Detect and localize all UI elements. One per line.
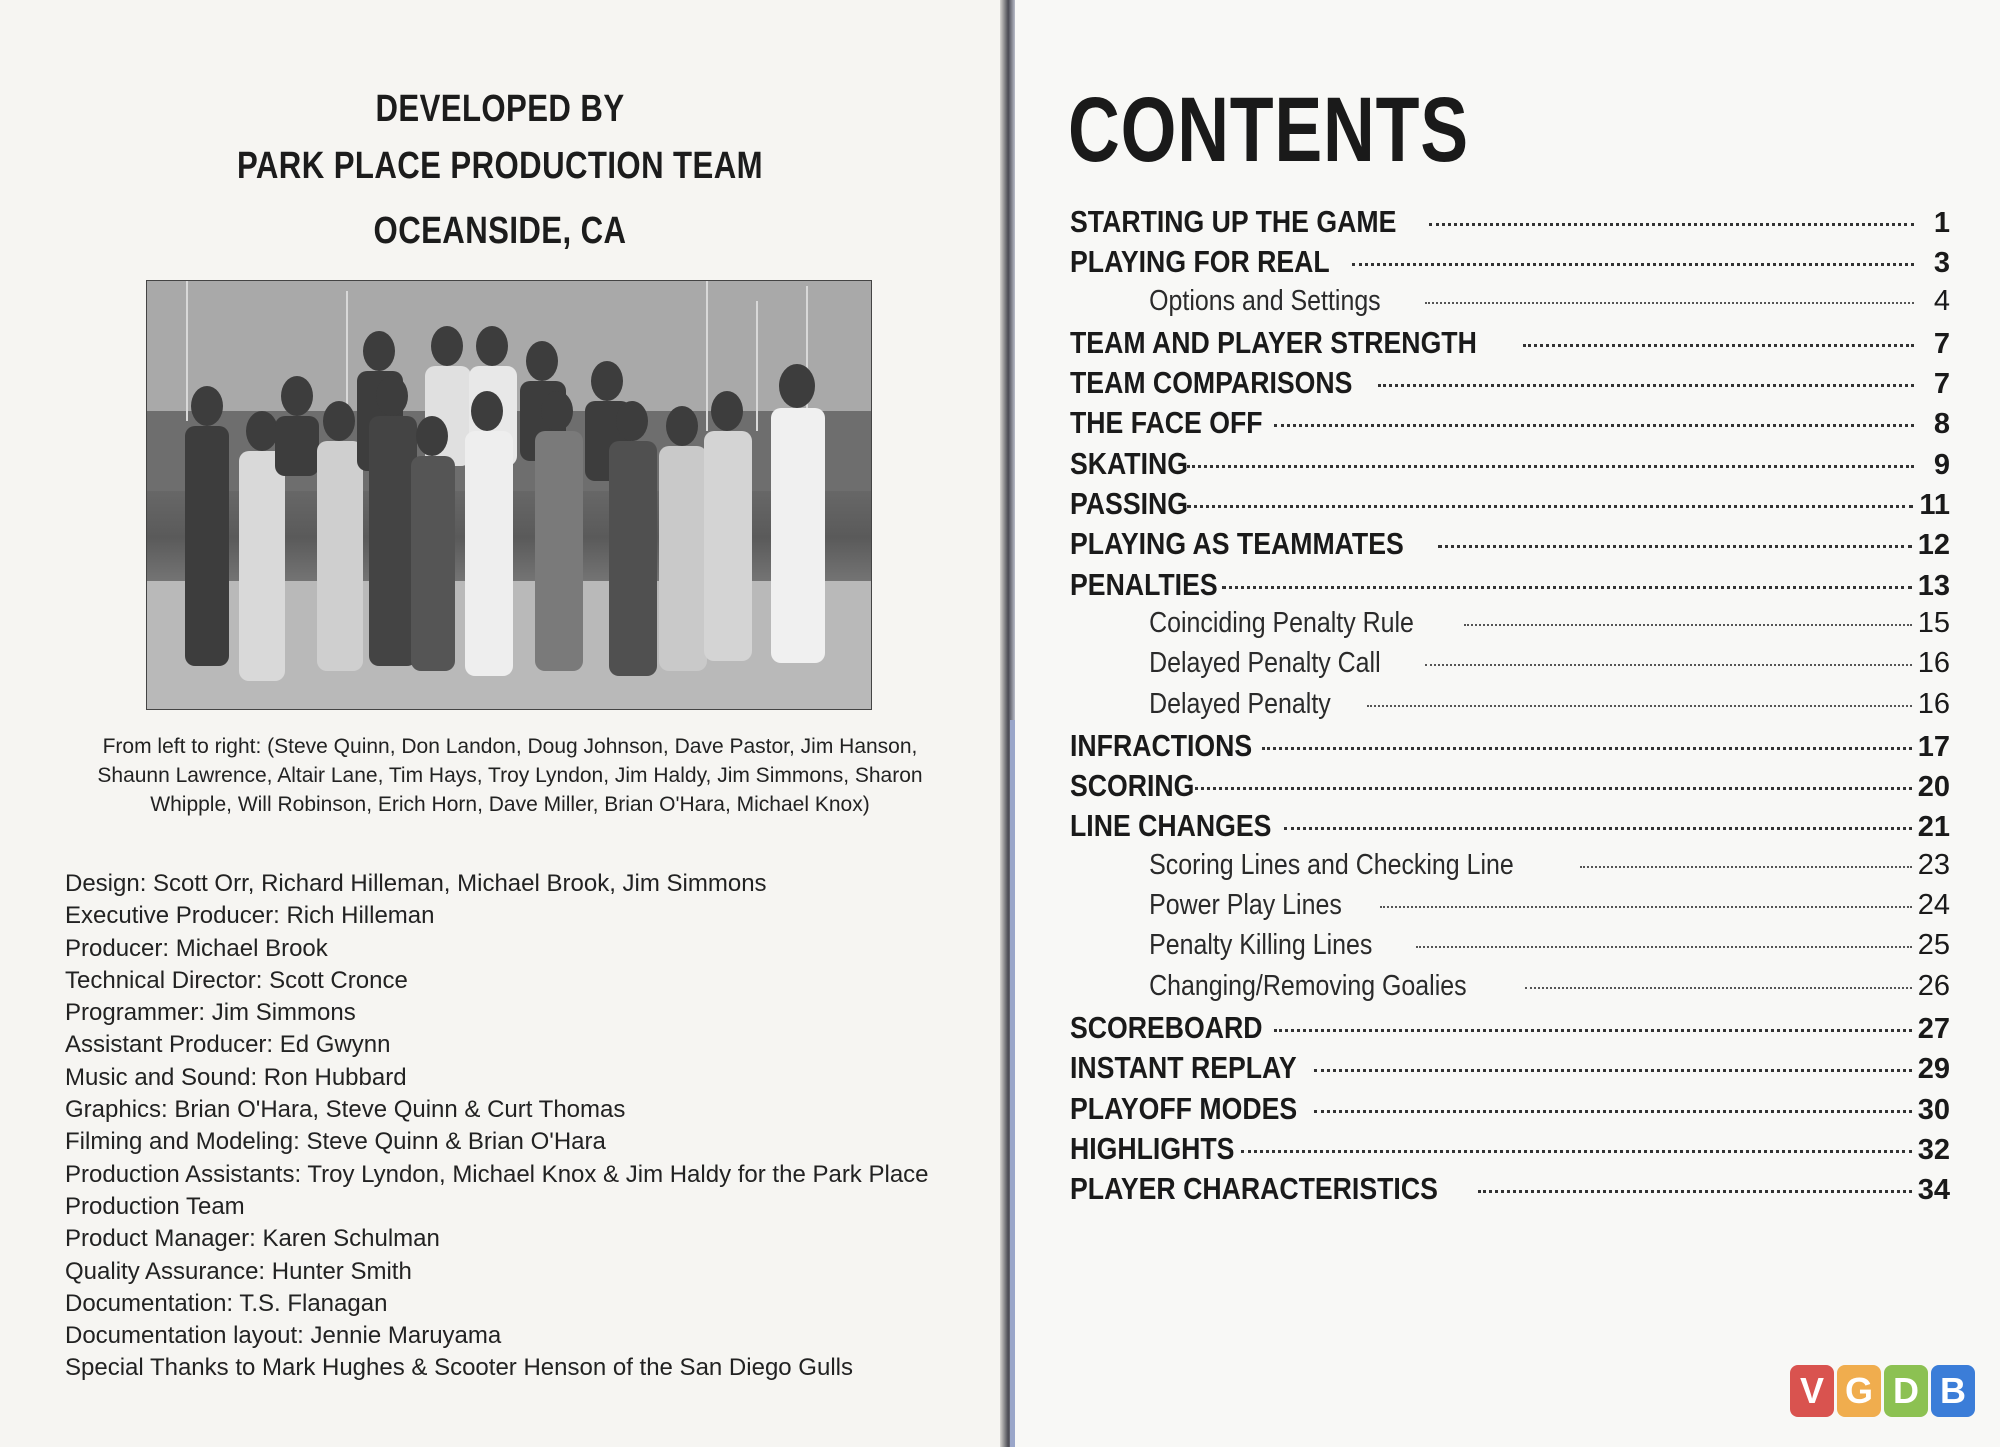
credit-line: Quality Assurance: Hunter Smith [65, 1257, 412, 1285]
toc-leader-dots [1416, 946, 1912, 948]
table-of-contents [1070, 204, 1950, 1211]
toc-entry-page: 9 [1933, 448, 1950, 481]
toc-entry [1070, 486, 1950, 526]
credit-line: Documentation: T.S. Flanagan [65, 1289, 388, 1317]
toc-entry-label: TEAM AND PLAYER STRENGTH [1070, 324, 1477, 360]
toc-leader-dots [1523, 344, 1914, 347]
toc-entry-page: 24 [1917, 889, 1950, 922]
toc-entry [1070, 244, 1950, 284]
toc-leader-dots [1429, 223, 1914, 226]
credit-line: Production Team [65, 1192, 245, 1220]
toc-entry [1070, 889, 1950, 929]
toc-leader-dots [1262, 747, 1912, 750]
toc-entry [1070, 607, 1950, 647]
toc-leader-dots [1314, 1110, 1912, 1113]
vgdb-logo [1790, 1365, 1975, 1417]
developer-heading-line-3: OCEANSIDE, CA [373, 210, 627, 252]
photo-caption: From left to right: (Steve Quinn, Don Landon, Doug Johnson, Dave Pastor, Jim Hanson, Shaunn Lawrence, Altair Lane, Tim Hays, Troy Lyndon, Jim Haldy, Jim Simmons, Sharon Whipple, Will Robinson, Erich Horn, Dave Miller, Brian O'Hara, Michael Knox) [97, 735, 923, 816]
developer-heading-line-2: PARK PLACE PRODUCTION TEAM [237, 145, 763, 187]
toc-entry-page: 1 [1933, 207, 1950, 239]
toc-leader-dots [1425, 664, 1912, 666]
toc-entry [1070, 768, 1950, 808]
toc-leader-dots [1187, 505, 1913, 508]
credit-line: Technical Director: Scott Cronce [65, 966, 408, 994]
team-photo [146, 280, 872, 710]
toc-entry-page: 7 [1933, 327, 1950, 360]
toc-entry [1070, 526, 1950, 566]
toc-entry-label: Delayed Penalty Call [1149, 647, 1381, 680]
toc-entry-label: INSTANT REPLAY [1070, 1050, 1297, 1086]
toc-entry-label: SCOREBOARD [1070, 1009, 1263, 1045]
toc-leader-dots [1241, 1150, 1912, 1153]
toc-entry-page: 4 [1933, 284, 1950, 317]
toc-entry-label: HIGHLIGHTS [1070, 1130, 1235, 1166]
credit-line: Programmer: Jim Simmons [65, 999, 356, 1027]
toc-leader-dots [1478, 1190, 1912, 1193]
toc-entry-page: 7 [1933, 368, 1950, 401]
logo-letter: D [1884, 1365, 1928, 1417]
toc-entry-label: Coinciding Penalty Rule [1149, 606, 1414, 639]
toc-entry-page: 15 [1917, 606, 1950, 639]
toc-entry-label: SKATING [1070, 445, 1188, 481]
toc-leader-dots [1314, 1069, 1912, 1072]
toc-entry [1070, 204, 1950, 244]
toc-entry-page: 21 [1917, 811, 1950, 844]
toc-entry-page: 26 [1917, 969, 1950, 1002]
credit-line: Producer: Michael Brook [65, 934, 328, 962]
toc-entry-page: 20 [1917, 771, 1950, 804]
toc-entry [1070, 405, 1950, 445]
credit-line: Special Thanks to Mark Hughes & Scooter Henson of the San Diego Gulls [65, 1354, 853, 1382]
toc-leader-dots [1284, 827, 1911, 830]
toc-entry-label: LINE CHANGES [1070, 808, 1272, 844]
toc-entry-page: 12 [1917, 529, 1950, 562]
credit-line: Design: Scott Orr, Richard Hilleman, Michael Brook, Jim Simmons [65, 870, 767, 897]
credit-line: Graphics: Brian O'Hara, Steve Quinn & Curt Thomas [65, 1096, 626, 1124]
toc-entry [1070, 1171, 1950, 1211]
toc-entry-page: 8 [1933, 408, 1950, 441]
toc-entry [1070, 1050, 1950, 1090]
toc-entry [1070, 929, 1950, 969]
toc-entry-label: PLAYING FOR REAL [1070, 244, 1330, 280]
toc-entry-label: Power Play Lines [1149, 889, 1342, 922]
credit-line: Product Manager: Karen Schulman [65, 1225, 440, 1253]
toc-entry [1070, 808, 1950, 848]
toc-entry-label: Scoring Lines and Checking Line [1149, 848, 1514, 881]
toc-entry-page: 32 [1917, 1133, 1950, 1166]
toc-entry-page: 16 [1917, 687, 1950, 720]
toc-entry-page: 3 [1933, 247, 1950, 280]
toc-entry-page: 27 [1917, 1012, 1950, 1045]
toc-entry-label: Options and Settings [1149, 284, 1381, 317]
toc-leader-dots [1195, 787, 1912, 790]
toc-entry-page: 30 [1917, 1093, 1950, 1126]
toc-entry [1070, 970, 1950, 1010]
toc-entry-label: Penalty Killing Lines [1149, 929, 1373, 962]
logo-letter: B [1931, 1365, 1975, 1417]
toc-entry-page: 29 [1917, 1053, 1950, 1086]
toc-entry-page: 34 [1917, 1174, 1950, 1207]
credit-line: Music and Sound: Ron Hubbard [65, 1063, 407, 1091]
toc-entry-label: INFRACTIONS [1070, 727, 1253, 763]
toc-leader-dots [1425, 302, 1914, 304]
toc-entry-label: Changing/Removing Goalies [1149, 969, 1467, 1002]
toc-entry-page: 13 [1917, 569, 1950, 602]
toc-entry-label: PLAYER CHARACTERISTICS [1070, 1171, 1438, 1207]
toc-entry [1070, 567, 1950, 607]
toc-entry [1070, 728, 1950, 768]
toc-leader-dots [1580, 866, 1912, 868]
toc-entry [1070, 325, 1950, 365]
toc-entry [1070, 1010, 1950, 1050]
toc-leader-dots [1525, 987, 1912, 989]
toc-entry-label: THE FACE OFF [1070, 405, 1263, 441]
toc-entry [1070, 365, 1950, 405]
toc-entry [1070, 1131, 1950, 1171]
toc-entry-page: 16 [1917, 647, 1950, 680]
toc-leader-dots [1274, 424, 1914, 427]
toc-leader-dots [1378, 384, 1914, 387]
toc-leader-dots [1222, 586, 1912, 589]
toc-entry-label: STARTING UP THE GAME [1070, 204, 1397, 239]
credit-line: Production Assistants: Troy Lyndon, Michael Knox & Jim Haldy for the Park Place [65, 1160, 929, 1188]
toc-leader-dots [1367, 705, 1912, 707]
toc-entry-label: PASSING [1070, 486, 1189, 522]
toc-leader-dots [1464, 624, 1912, 626]
toc-entry [1070, 647, 1950, 687]
toc-entry-page: 17 [1917, 730, 1950, 763]
toc-entry-page: 23 [1917, 848, 1950, 881]
credit-line: Documentation layout: Jennie Maruyama [65, 1322, 502, 1350]
toc-entry-label: Delayed Penalty [1149, 687, 1331, 720]
credits-list [65, 868, 985, 1385]
toc-entry-label: TEAM COMPARISONS [1070, 365, 1353, 401]
credit-line: Assistant Producer: Ed Gwynn [65, 1031, 391, 1059]
logo-letter: G [1837, 1365, 1881, 1417]
toc-entry-label: PENALTIES [1070, 566, 1218, 602]
credit-line: Executive Producer: Rich Hilleman [65, 902, 435, 930]
toc-leader-dots [1352, 263, 1914, 266]
toc-leader-dots [1187, 465, 1914, 468]
toc-entry-label: SCORING [1070, 768, 1195, 804]
toc-leader-dots [1438, 545, 1912, 548]
toc-entry-label: PLAYING AS TEAMMATES [1070, 526, 1404, 562]
logo-letter: V [1790, 1365, 1834, 1417]
toc-entry [1070, 688, 1950, 728]
toc-leader-dots [1274, 1029, 1912, 1032]
toc-entry [1070, 849, 1950, 889]
contents-title: CONTENTS [1068, 79, 1469, 181]
toc-entry-page: 25 [1917, 929, 1950, 962]
credit-line: Filming and Modeling: Steve Quinn & Brian O'Hara [65, 1128, 606, 1156]
toc-entry [1070, 446, 1950, 486]
toc-entry-label: PLAYOFF MODES [1070, 1090, 1298, 1126]
toc-entry [1070, 1091, 1950, 1131]
team-photo-illustration [147, 281, 871, 709]
developer-heading-line-1: DEVELOPED BY [375, 88, 625, 130]
toc-entry-page: 11 [1919, 489, 1950, 522]
toc-entry [1070, 285, 1950, 325]
toc-leader-dots [1380, 906, 1912, 908]
